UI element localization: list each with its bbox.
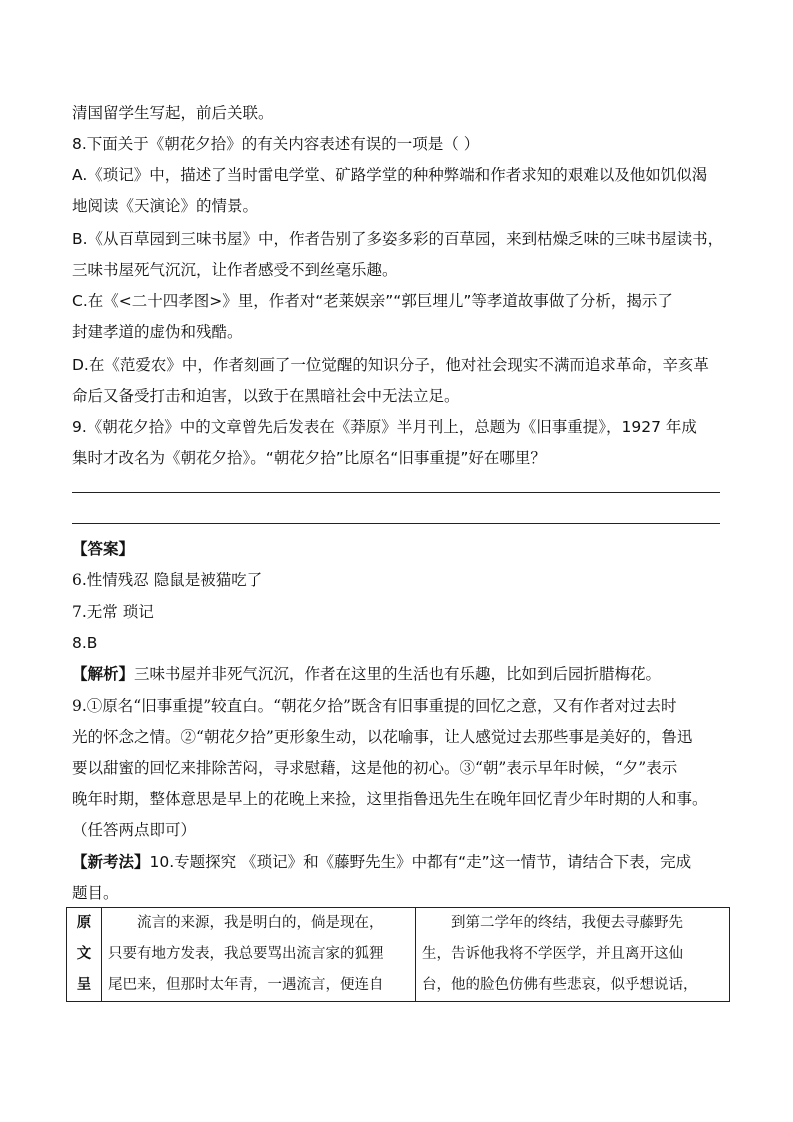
table-row bbox=[67, 908, 730, 1002]
answer-9-line1: 9.①原名“旧事重提”较直白。“朝花夕拾”既含有旧事重提的回忆之意，又有作者对过去时 bbox=[72, 697, 677, 715]
intro-line: 清国留学生写起，前后关联。 bbox=[72, 104, 274, 122]
answer-9-line4: 晚年时期，整体意思是早上的花晚上来捡，这里指鲁迅先生在晚年回忆青少年时期的人和事。 bbox=[72, 790, 708, 808]
table-label-char: 呈 bbox=[76, 977, 92, 993]
comparison-table bbox=[66, 907, 730, 1002]
analysis-label: 【解析】 bbox=[72, 665, 135, 683]
table-right-line: 到第二学年的终结，我便去寻藤野先 bbox=[422, 915, 683, 931]
table-left-line: 尾巴来，但那时太年青，一遇流言，便连自 bbox=[108, 977, 384, 993]
q10-text: 10.专题探究 《琐记》和《藤野先生》中都有“走”这一情节，请结合下表，完成 bbox=[149, 853, 692, 871]
answer-9-line5: （任答两点即可） bbox=[72, 821, 197, 839]
q8-option-c-line2: 封建孝道的虚伪和残酷。 bbox=[72, 323, 243, 341]
answer-line-1 bbox=[72, 492, 720, 493]
q8-option-c-line1: C.在《<二十四孝图>》里，作者对“老莱娱亲”“郭巨埋儿”等孝道故事做了分析，揭示了 bbox=[72, 292, 673, 310]
answer-6: 6.性情残忍 隐鼠是被猫吃了 bbox=[72, 571, 263, 589]
q8-option-b-line1: B.《从百草园到三味书屋》中，作者告别了多姿多彩的百草园，来到枯燥乏味的三味书屋读书， bbox=[72, 230, 724, 248]
answer-9-line3: 要以甜蜜的回忆来排除苦闷，寻求慰藉，这是他的初心。③“朝”表示早年时候，“夕”表示 bbox=[72, 759, 678, 777]
answer-8: 8.B bbox=[72, 634, 98, 652]
q8-stem: 8.下面关于《朝花夕拾》的有关内容表述有误的一项是（ ） bbox=[72, 135, 480, 153]
q10-line1 bbox=[72, 852, 722, 872]
table-left-line: 流言的来源，我是明白的，倘是现在， bbox=[108, 915, 384, 931]
table-label-char: 原 bbox=[76, 915, 92, 931]
analysis-text: 三味书屋并非死气沉沉，作者在这里的生活也有乐趣，比如到后园折腊梅花。 bbox=[134, 665, 662, 683]
q10-label: 【新考法】 bbox=[72, 853, 150, 871]
answer-9-line2: 光的怀念之情。②“朝花夕拾”更形象生动，以花喻事，让人感觉过去那些事是美好的，鲁迅 bbox=[72, 728, 693, 746]
q10-line2: 题目。 bbox=[72, 884, 119, 902]
q8-option-d-line2: 命后又备受打击和迫害，以致于在黑暗社会中无法立足。 bbox=[72, 387, 460, 405]
table-left-cell bbox=[102, 908, 416, 1002]
q8-option-a-line2: 地阅读《天演论》的情景。 bbox=[72, 197, 259, 215]
q8-option-a-line1: A.《琐记》中，描述了当时雷电学堂、矿路学堂的种种弊端和作者求知的艰难以及他如饥似渴 bbox=[72, 166, 708, 184]
q9-line1: 9.《朝花夕拾》中的文章曾先后发表在《莽原》半月刊上，总题为《旧事重提》，1927 年成 bbox=[72, 418, 697, 436]
table-label-cell bbox=[67, 908, 102, 1002]
q9-line2: 集时才改名为《朝花夕拾》。“朝花夕拾”比原名“旧事重提”好在哪里？ bbox=[72, 449, 546, 467]
analysis-line bbox=[72, 664, 722, 684]
q8-option-d-line1: D.在《范爱农》中，作者刻画了一位觉醒的知识分子，他对社会现实不满而追求革命，辛亥革 bbox=[72, 356, 709, 374]
answer-line-2 bbox=[72, 523, 720, 524]
answer-7: 7.无常 琐记 bbox=[72, 603, 154, 621]
answer-heading: 【答案】 bbox=[72, 540, 135, 558]
table-right-cell bbox=[416, 908, 730, 1002]
table-left-line: 只要有地方发表，我总要骂出流言家的狐狸 bbox=[108, 946, 384, 962]
q8-option-b-line2: 三味书屋死气沉沉，让作者感受不到丝毫乐趣。 bbox=[72, 261, 398, 279]
table-label-char: 文 bbox=[76, 946, 92, 962]
table-right-line: 生，告诉他我将不学医学，并且离开这仙 bbox=[422, 946, 683, 962]
table-right-line: 台，他的脸色仿佛有些悲哀，似乎想说话， bbox=[422, 977, 698, 993]
